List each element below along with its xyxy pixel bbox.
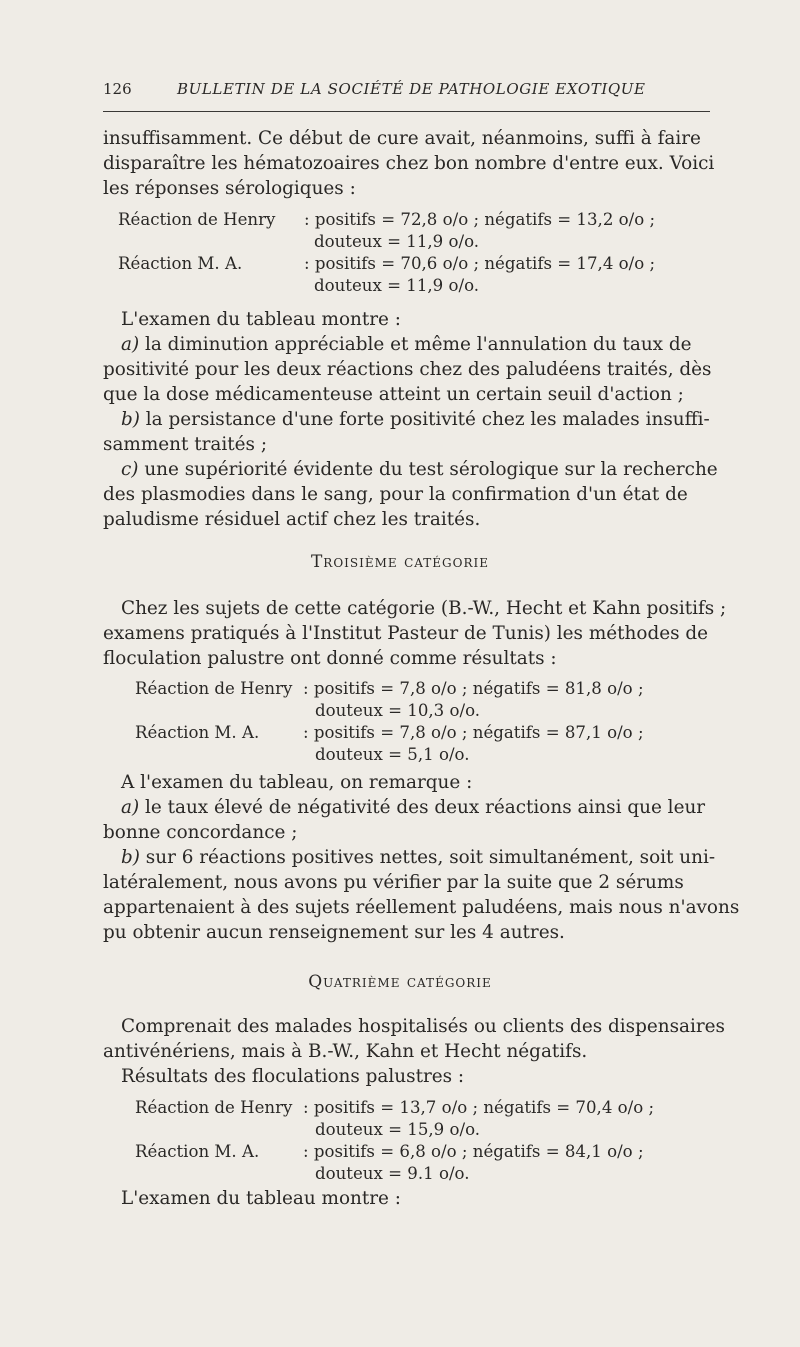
text-line: positivité pour les deux réactions chez des paludéens traités, dès — [103, 359, 712, 380]
reaction-doubtful: douteux = 5,1 o/o. — [315, 745, 470, 764]
text-line: pu obtenir aucun renseignement sur les 4 autres. — [103, 922, 565, 943]
section-heading-quatrieme: Quatrième catégorie — [308, 972, 492, 992]
analysis-block-3 — [103, 770, 740, 945]
item-letter: b) — [121, 409, 140, 430]
text-line: insuffisamment. Ce début de cure avait, néanmoins, suffi à faire — [103, 128, 701, 149]
reaction-doubtful: douteux = 11,9 o/o. — [314, 276, 480, 295]
reaction-doubtful: douteux = 10,3 o/o. — [315, 701, 481, 720]
text-line: sur 6 réactions positives nettes, soit simultanément, soit uni- — [139, 847, 716, 868]
text-line: que la dose médicamenteuse atteint un certain seuil d'action ; — [103, 384, 684, 405]
results-table-4 — [135, 1097, 735, 1185]
text-line: le taux élevé de négativité des deux réactions ainsi que leur — [139, 797, 706, 818]
results-table-3 — [135, 678, 735, 766]
text-line: les réponses sérologiques : — [103, 178, 356, 199]
text-line: une supériorité évidente du test sérologique sur la recherche — [138, 459, 718, 480]
text-line: examens pratiqués à l'Institut Pasteur de Tunis) les méthodes de — [103, 623, 709, 644]
reaction-values: : positifs = 7,8 o/o ; négatifs = 81,8 o/o ; — [303, 679, 644, 698]
text-line: samment traités ; — [103, 434, 268, 455]
text-line: la persistance d'une forte positivité chez les malades insuffi- — [139, 409, 710, 430]
text-line: appartenaient à des sujets réellement paludéens, mais nous n'avons — [103, 897, 740, 918]
analysis-block-1 — [103, 307, 740, 532]
reaction-label: Réaction M. A. — [118, 254, 243, 273]
reaction-doubtful: douteux = 9.1 o/o. — [315, 1164, 470, 1183]
running-title: BULLETIN DE LA SOCIÉTÉ DE PATHOLOGIE EXOTIQUE — [177, 80, 646, 98]
text-line: des plasmodies dans le sang, pour la confirmation d'un état de — [103, 484, 688, 505]
text-line: antivénériens, mais à B.-W., Kahn et Hecht négatifs. — [103, 1041, 588, 1062]
page-header — [103, 80, 713, 104]
item-letter: a) — [121, 797, 140, 818]
lead-line: L'examen du tableau montre : — [121, 309, 401, 330]
item-letter: b) — [121, 847, 140, 868]
text-line: bonne concordance ; — [103, 822, 298, 843]
reaction-values: : positifs = 70,6 o/o ; négatifs = 17,4 o/o ; — [304, 254, 656, 273]
lead-line: A l'examen du tableau, on remarque : — [121, 772, 473, 793]
reaction-label: Réaction M. A. — [135, 723, 260, 742]
reaction-label: Réaction de Henry — [135, 1098, 293, 1117]
item-letter: c) — [121, 459, 139, 480]
text-line: latéralement, nous avons pu vérifier par la suite que 2 sérums — [103, 872, 684, 893]
reaction-label: Réaction de Henry — [135, 679, 293, 698]
page-number: 126 — [103, 80, 132, 98]
reaction-doubtful: douteux = 15,9 o/o. — [315, 1120, 481, 1139]
reaction-values: : positifs = 7,8 o/o ; négatifs = 87,1 o/o ; — [303, 723, 644, 742]
text-line: Comprenait des malades hospitalisés ou clients des dispensaires — [121, 1016, 725, 1037]
text-line: L'examen du tableau montre : — [121, 1188, 401, 1209]
reaction-label: Réaction de Henry — [118, 210, 276, 229]
header-rule — [103, 111, 710, 112]
reaction-values: : positifs = 13,7 o/o ; négatifs = 70,4 o/o ; — [303, 1098, 655, 1117]
text-line: disparaître les hématozoaires chez bon nombre d'entre eux. Voici — [103, 153, 715, 174]
item-letter: a) — [121, 334, 140, 355]
category-3-intro — [103, 596, 740, 671]
section-heading-troisieme: Troisième catégorie — [310, 552, 490, 572]
reaction-label: Réaction M. A. — [135, 1142, 260, 1161]
text-line: Résultats des floculations palustres : — [121, 1066, 465, 1087]
reaction-doubtful: douteux = 11,9 o/o. — [314, 232, 480, 251]
text-line: Chez les sujets de cette catégorie (B.-W., Hecht et Kahn positifs ; — [121, 598, 727, 619]
text-line: la diminution appréciable et même l'annulation du taux de — [139, 334, 692, 355]
results-table-1 — [118, 209, 718, 297]
intro-paragraph — [103, 126, 740, 201]
text-line: floculation palustre ont donné comme résultats : — [103, 648, 557, 669]
category-4-intro — [103, 1014, 740, 1089]
reaction-values: : positifs = 6,8 o/o ; négatifs = 84,1 o/o ; — [303, 1142, 644, 1161]
text-line: paludisme résiduel actif chez les traités. — [103, 509, 481, 530]
reaction-values: : positifs = 72,8 o/o ; négatifs = 13,2 o/o ; — [304, 210, 656, 229]
closing-paragraph — [103, 1186, 740, 1211]
